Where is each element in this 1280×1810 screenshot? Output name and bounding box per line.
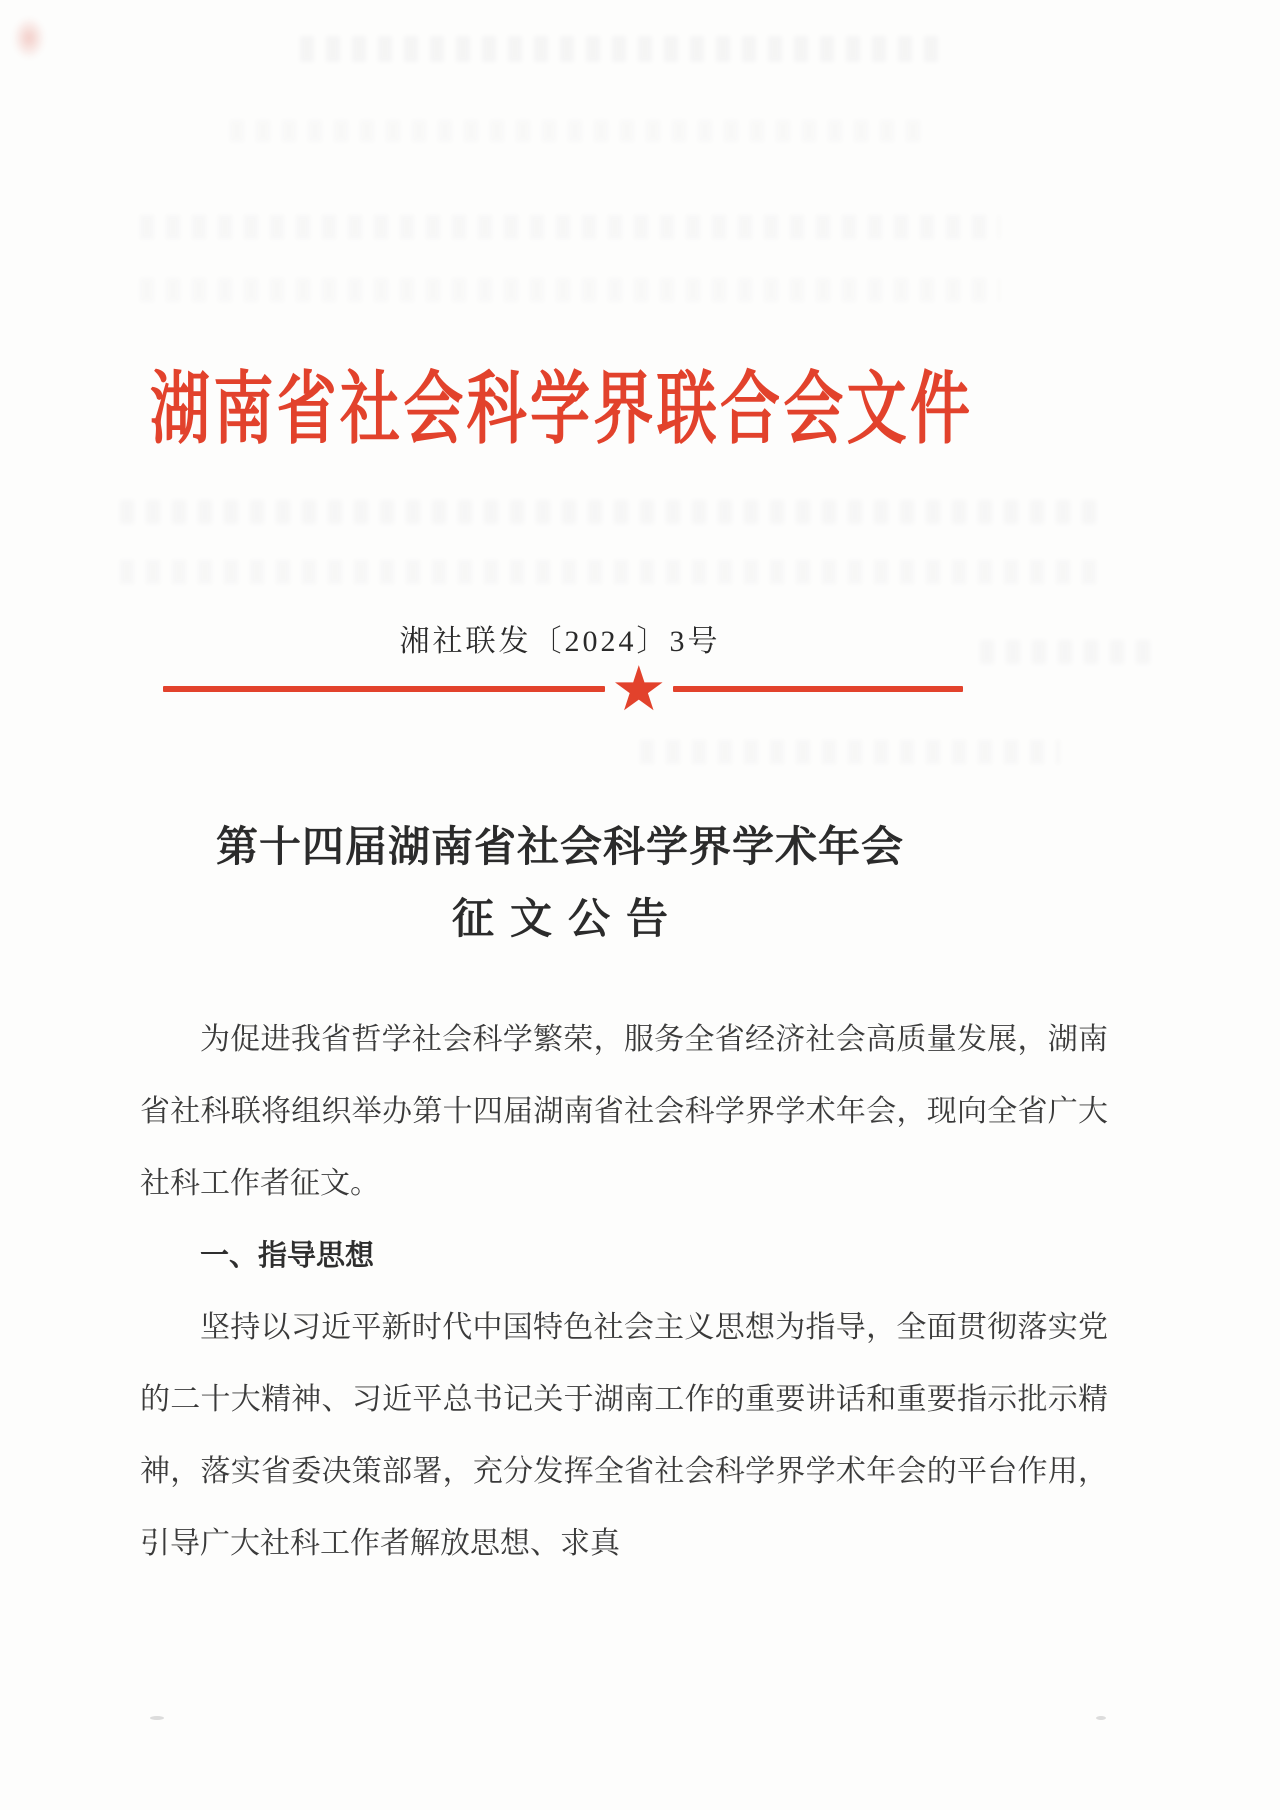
document-title-line1: 第十四届湖南省社会科学界学术年会 <box>215 825 904 871</box>
divider-line-left <box>163 686 605 692</box>
divider-line-right <box>673 686 963 692</box>
document-title <box>80 812 1040 956</box>
scan-ghosting <box>640 740 1060 764</box>
scan-ghosting <box>120 500 1100 524</box>
scan-smudge <box>6 8 52 68</box>
scan-ghosting <box>140 278 1000 302</box>
letterhead-divider <box>163 652 963 725</box>
document-body <box>140 1004 1108 1580</box>
scan-ghosting <box>980 640 1160 664</box>
letterhead-org-title: 湖南省社会科学界联合会文件 <box>150 365 970 454</box>
scan-ghosting <box>300 36 940 62</box>
scan-ghosting <box>140 215 1000 239</box>
document-title-line2: 征文公告 <box>451 897 684 943</box>
red-star-icon: ★ <box>611 652 667 725</box>
scan-artifact <box>1096 1716 1106 1720</box>
scan-ghosting <box>120 560 1100 584</box>
paragraph-intro: 为促进我省哲学社会科学繁荣，服务全省经济社会高质量发展，湖南省社科联将组织举办第十四届湖南省社会科学界学术年会，现向全省广大社科工作者征文。 <box>140 1023 1108 1200</box>
paragraph-guiding-ideology: 坚持以习近平新时代中国特色社会主义思想为指导，全面贯彻落实党的二十大精神、习近平总书记关于湖南工作的重要讲话和重要指示批示精神，落实省委决策部署，充分发挥全省社会科学界学术年会的平台作用，引导广大社科工作者解放思想、求真 <box>140 1311 1108 1560</box>
scan-artifact <box>150 1716 164 1720</box>
scan-ghosting <box>230 120 930 142</box>
document-number: 湘社联发〔2024〕3号 <box>399 625 721 658</box>
section-heading-guiding-ideology: 一、指导思想 <box>200 1240 375 1272</box>
